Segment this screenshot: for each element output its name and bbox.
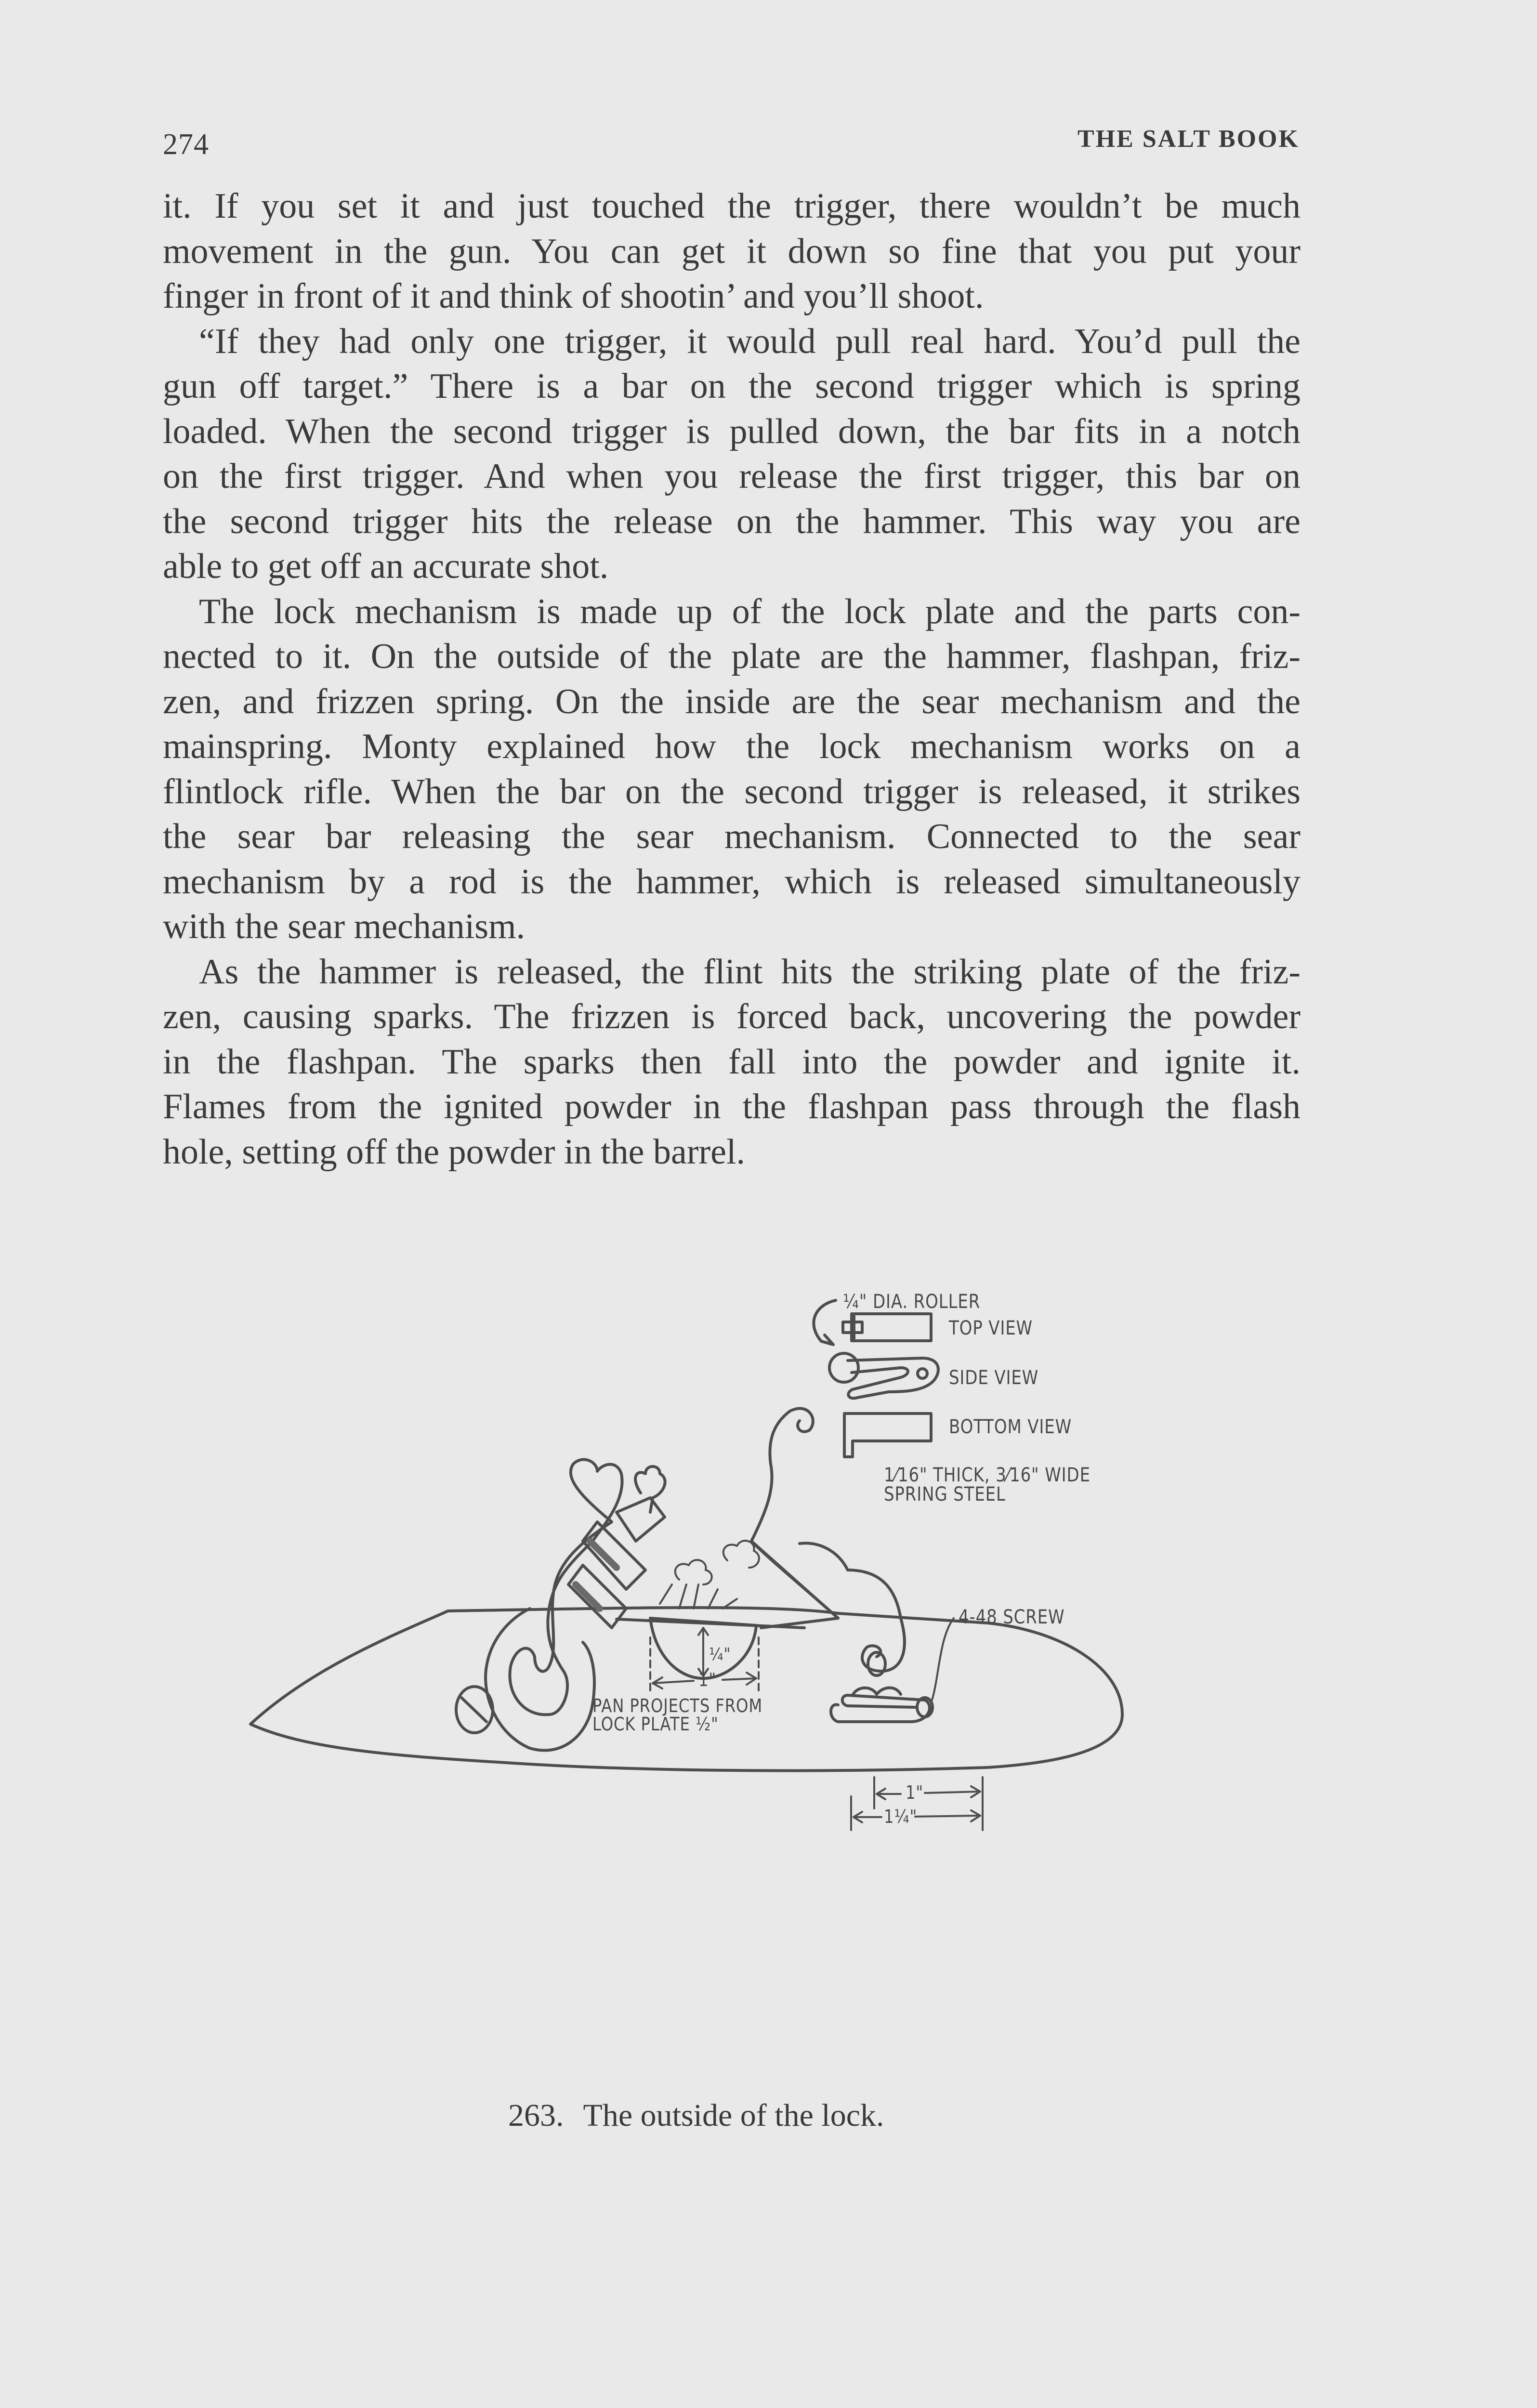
text-line: the sear bar releasing the sear mechanism. Connected to the sear [163, 817, 1301, 856]
running-head [163, 123, 1300, 161]
lock-plate [250, 1608, 1122, 1771]
top-view-drawing [843, 1314, 931, 1341]
top-view-label: TOP VIEW [949, 1317, 1033, 1339]
roller-label: ¼" DIA. ROLLER [843, 1291, 981, 1313]
text-line: gun off target.” There is a bar on the second trigger which is spring [163, 366, 1301, 406]
hammer-jaw [583, 1522, 645, 1589]
text-line: able to get off an accurate shot. [163, 547, 609, 586]
frizzen [751, 1409, 838, 1628]
hammer-neck [486, 1609, 594, 1750]
lock-illustration [217, 1271, 1325, 2071]
sparks-smoke [660, 1541, 759, 1609]
page-number: 274 [163, 128, 209, 161]
bottom-view-label: BOTTOM VIEW [949, 1416, 1072, 1438]
screw-label: 4-48 SCREW [959, 1606, 1065, 1628]
body-text [163, 184, 1301, 1175]
text-line: hole, setting off the powder in the barrel. [163, 1132, 746, 1172]
text-line: zen, and frizzen spring. On the inside are the sear mechanism and the [163, 681, 1301, 721]
roller-arrowhead [821, 1335, 833, 1345]
text-line: mechanism by a rod is the hammer, which is released simultaneously [163, 862, 1301, 902]
spring-tab [853, 1688, 901, 1696]
frizzen-face [751, 1541, 838, 1618]
text-line: loaded. When the second trigger is pulled down, the bar fits in a notch [163, 411, 1301, 451]
text-line: mainspring. Monty explained how the lock mechanism works on a [163, 727, 1301, 766]
text-line: with the sear mechanism. [163, 907, 525, 946]
pan-width-label: 1" [698, 1669, 717, 1690]
dim-1-quarter-label: 1¼" [884, 1806, 918, 1827]
frizzen-spring-scroll [800, 1543, 905, 1671]
cock-screw-top [635, 1466, 665, 1512]
pan-depth-label: ¼" [709, 1645, 731, 1664]
spring-steel-label-2: SPRING STEEL [884, 1483, 1006, 1505]
text-line: The lock mechanism is made up of the lock plate and the parts con- [199, 591, 1301, 631]
screw-leader [932, 1618, 954, 1700]
text-line: it. If you set it and just touched the trigger, there wouldn’t be much [163, 186, 1301, 226]
dim-1-label: 1" [906, 1782, 924, 1803]
text-line: “If they had only one trigger, it would pull real hard. You’d pull the [199, 321, 1301, 361]
text-line: on the first trigger. And when you release the first trigger, this bar on [163, 457, 1301, 496]
top-jaw [617, 1498, 665, 1541]
pan-note-2: LOCK PLATE ½" [592, 1714, 719, 1735]
text-line: nected to it. On the outside of the plate are the hammer, flashpan, friz- [163, 637, 1301, 676]
spring-steel-label-1: 1⁄16" THICK, 3⁄16" WIDE [884, 1464, 1090, 1486]
text-line: Flames from the ignited powder in the flashpan pass through the flash [163, 1087, 1301, 1126]
text-line: flintlock rifle. When the bar on the second trigger is released, it strikes [163, 772, 1301, 811]
pan-note-1: PAN PROJECTS FROM [592, 1695, 763, 1716]
frizzen-spring [831, 1695, 930, 1722]
book-title: THE SALT BOOK [1077, 125, 1300, 153]
caption-number: 263. [508, 2098, 564, 2133]
bottom-view-drawing [844, 1413, 931, 1457]
text-line: the second trigger hits the release on the hammer. This way you are [163, 501, 1301, 541]
text-line: in the flashpan. The sparks then fall into the powder and ignite it. [163, 1042, 1301, 1082]
caption-text: The outside of the lock. [583, 2098, 884, 2133]
text-line: As the hammer is released, the flint hits the striking plate of the friz- [199, 952, 1301, 992]
text-line: finger in front of it and think of shootin’ and you’ll shoot. [163, 276, 984, 316]
side-view-label: SIDE VIEW [949, 1367, 1039, 1389]
side-view-drawing [829, 1353, 938, 1398]
text-line: movement in the gun. You can get it down so fine that you put your [163, 231, 1301, 271]
text-line: zen, causing sparks. The frizzen is forced back, uncovering the powder [163, 997, 1301, 1036]
figure-caption [508, 2097, 884, 2134]
